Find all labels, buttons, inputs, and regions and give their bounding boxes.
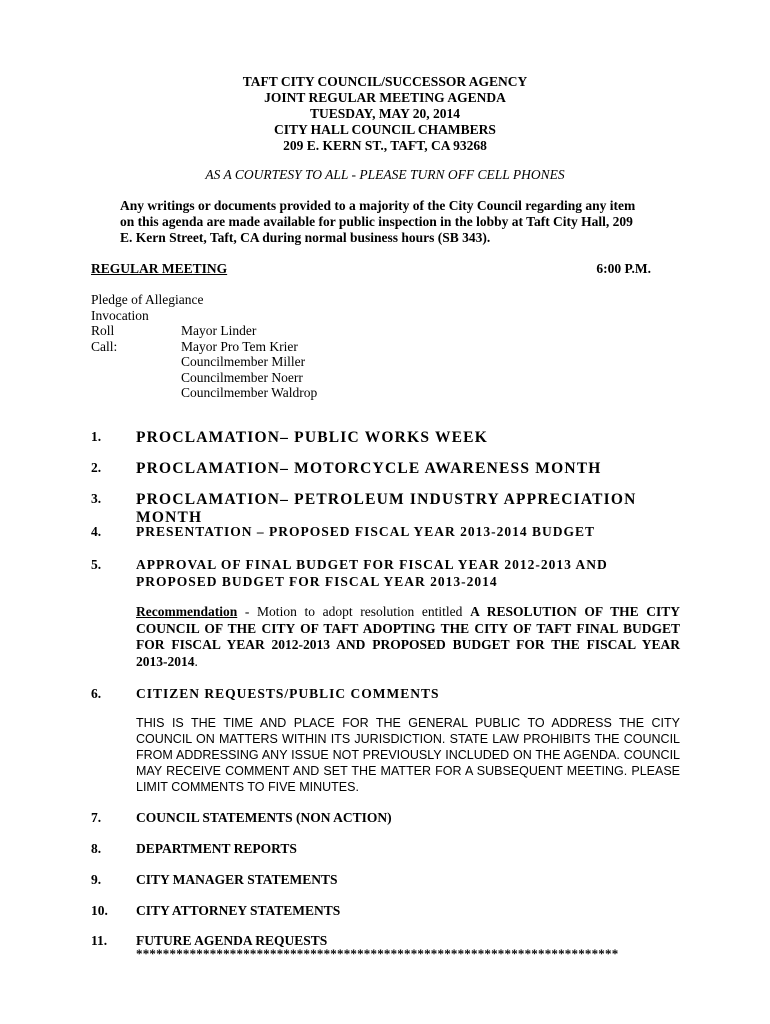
agenda-header: [0, 74, 770, 154]
meeting-time: 6:00 P.M.: [596, 261, 651, 276]
item-number: 2.: [91, 460, 102, 475]
header-line: TUESDAY, MAY 20, 2014: [310, 106, 460, 121]
header-line: TAFT CITY COUNCIL/SUCCESSOR AGENCY: [242, 74, 528, 89]
recommendation-label: Recommendation: [136, 604, 238, 619]
separator-stars: ************************************************************************: [136, 946, 619, 961]
recommendation-end: .: [194, 653, 198, 669]
item-number: 7.: [91, 810, 102, 825]
council-member: Councilmember Noerr: [181, 369, 303, 385]
item-number: 8.: [91, 841, 102, 856]
recommendation-text: - Motion to adopt resolution entitled: [237, 604, 471, 619]
item-title: PROCLAMATION– PETROLEUM INDUSTRY APPRECIATION MONTH: [136, 491, 637, 526]
roll-call-members: [181, 323, 317, 401]
pledge-label: Pledge of Allegiance: [91, 292, 204, 307]
item-title: [136, 557, 608, 590]
council-member: Mayor Linder: [181, 323, 257, 338]
item-title-line: APPROVAL OF FINAL BUDGET FOR FISCAL YEAR 2012-2013 AND: [136, 557, 608, 572]
item-number: 5.: [91, 557, 102, 572]
item-title: PRESENTATION – PROPOSED FISCAL YEAR 2013-2014 BUDGET: [136, 524, 596, 539]
item-number: 4.: [91, 524, 102, 539]
item-number: 9.: [91, 872, 102, 887]
header-line: 209 E. KERN ST., TAFT, CA 93268: [283, 138, 487, 153]
invocation-label: Invocation: [91, 307, 149, 323]
item-title: DEPARTMENT REPORTS: [136, 841, 297, 856]
item-number: 3.: [91, 491, 102, 506]
council-member: Mayor Pro Tem Krier: [181, 338, 298, 354]
item-title: CITY MANAGER STATEMENTS: [136, 872, 338, 887]
header-line: CITY HALL COUNCIL CHAMBERS: [274, 122, 496, 137]
item-title: CITY ATTORNEY STATEMENTS: [136, 903, 341, 918]
item-title-line: PROPOSED BUDGET FOR FISCAL YEAR 2013-2014: [136, 573, 498, 589]
resolution-title: A RESOLUTION OF THE CITY COUNCIL OF THE CITY OF TAFT ADOPTING THE CITY OF TAFT FINAL BUDGET FOR FISCAL YEAR 2012-2013 AND PROPOSED BUDGET FOR THE FISCAL YEAR 2013-2014: [136, 604, 680, 669]
item-title: PROCLAMATION– MOTORCYCLE AWARENESS MONTH: [136, 460, 602, 477]
item-title: COUNCIL STATEMENTS (NON ACTION): [136, 810, 392, 825]
item-title: FUTURE AGENDA REQUESTS: [136, 933, 328, 948]
opening-ceremonies: [91, 292, 203, 323]
public-comment-notice: THIS IS THE TIME AND PLACE FOR THE GENERAL PUBLIC TO ADDRESS THE CITY COUNCIL ON MATTERS WITHIN ITS JURISDICTION. STATE LAW PROHIBITS THE COUNCIL FROM ADDRESSING ANY ISSUE NOT PREVIOUSLY INCLUDED ON THE AGENDA. COUNCIL MAY RECEIVE COMMENT AND SET THE MATTER FOR A SUBSEQUENT MEETING. PLEASE LIMIT COMMENTS TO FIVE MINUTES.: [136, 716, 680, 794]
public-inspection-notice: Any writings or documents provided to a majority of the City Council regarding any item on this agenda are made available for public inspection in the lobby at Taft City Hall, 209 E. Kern Street, Taft, CA during normal business hours (SB 343).: [120, 198, 636, 245]
council-member: Councilmember Miller: [181, 354, 306, 369]
item-number: 1.: [91, 429, 102, 444]
item-number: 11.: [91, 933, 108, 948]
header-line: JOINT REGULAR MEETING AGENDA: [264, 90, 506, 105]
regular-meeting-label: REGULAR MEETING: [91, 261, 228, 276]
item-number: 6.: [91, 686, 102, 701]
courtesy-notice: AS A COURTESY TO ALL - PLEASE TURN OFF CELL PHONES: [205, 167, 565, 182]
recommendation-paragraph: [136, 604, 680, 670]
item-title: PROCLAMATION– PUBLIC WORKS WEEK: [136, 429, 488, 446]
item-number: 10.: [91, 903, 108, 918]
council-member: Councilmember Waldrop: [181, 385, 318, 400]
roll-call-label: Roll Call:: [91, 323, 118, 354]
regular-meeting-row: [91, 261, 651, 277]
item-title: CITIZEN REQUESTS/PUBLIC COMMENTS: [136, 686, 440, 701]
